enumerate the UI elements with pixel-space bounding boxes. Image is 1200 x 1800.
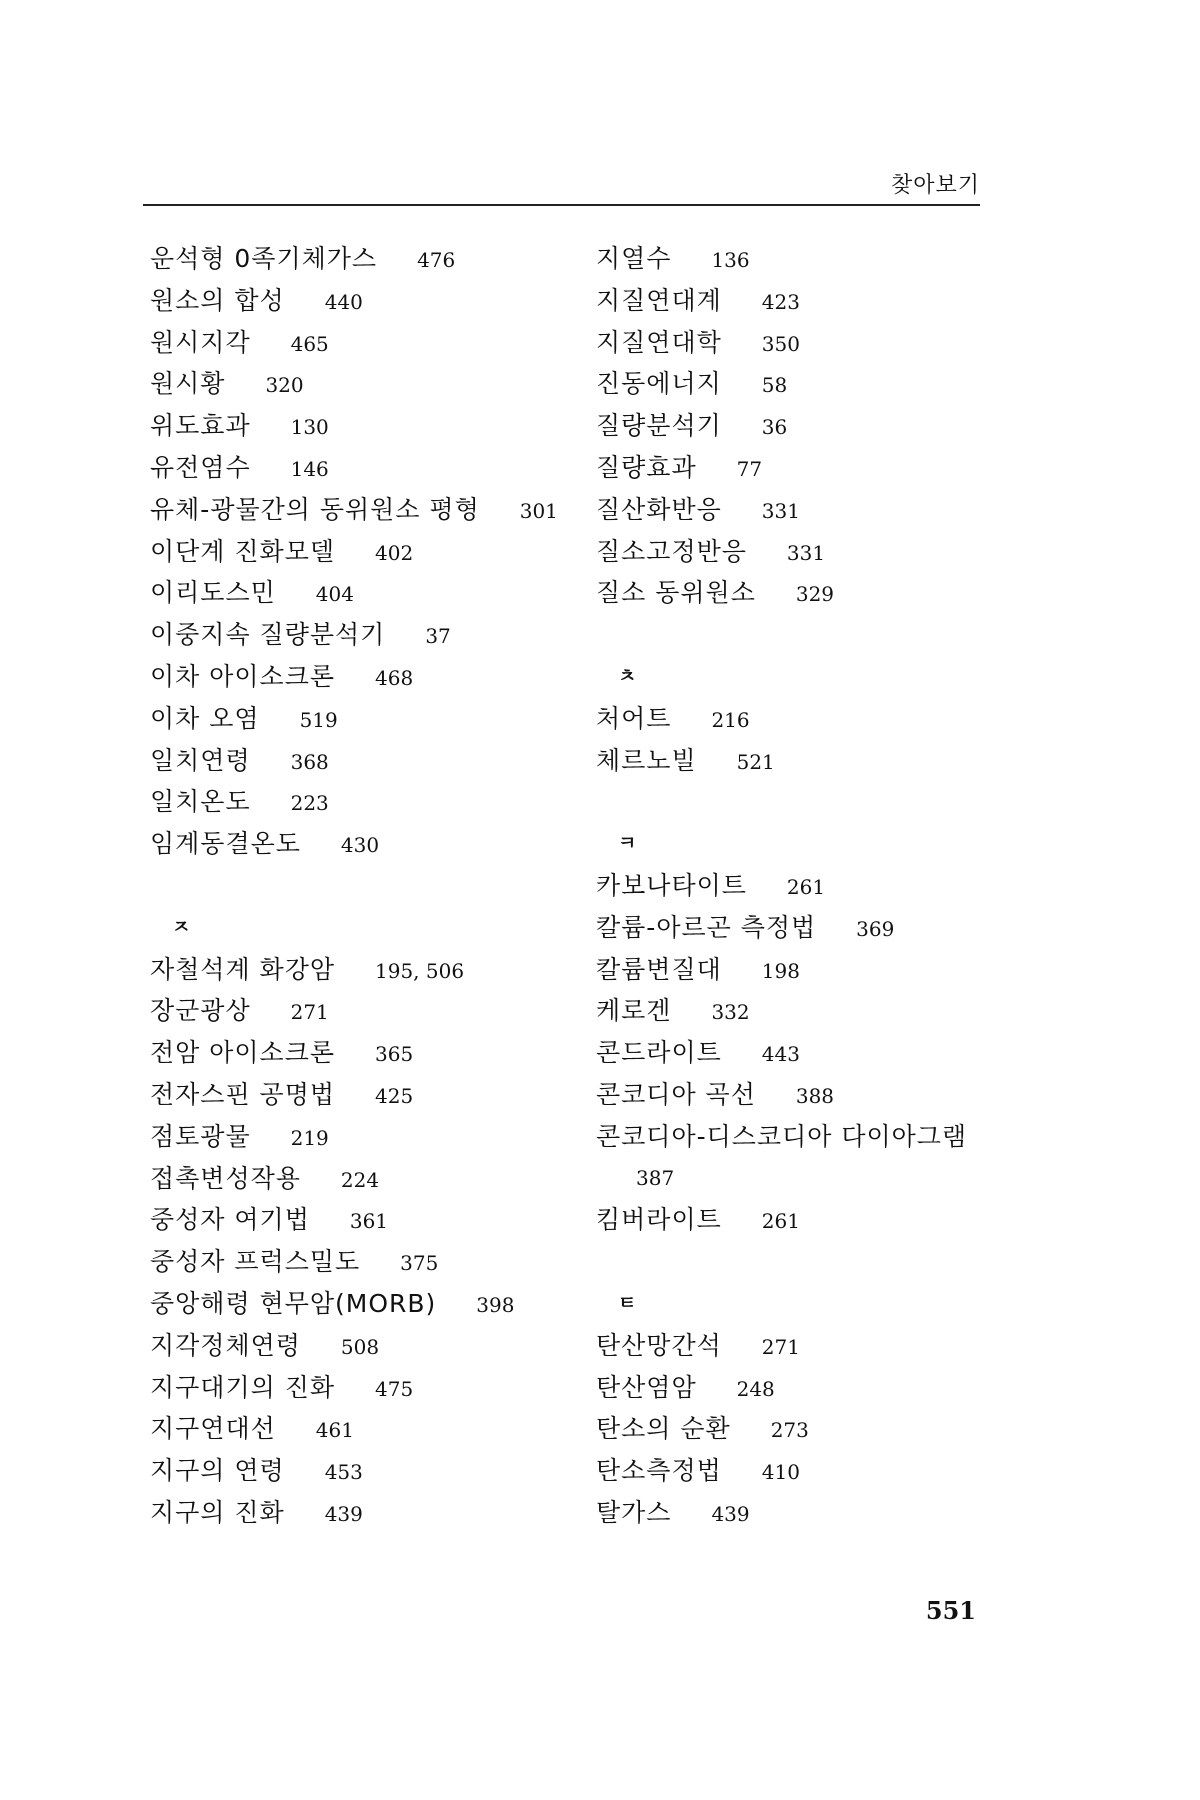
index-page-ref: 521 [736,749,775,774]
index-page-ref: 402 [375,540,414,565]
index-term: 체르노빌 [596,745,697,775]
index-term: 장군광상 [150,996,251,1026]
index-entry [150,1032,570,1074]
index-entry [150,363,570,405]
index-page-ref: 425 [375,1083,414,1108]
index-term: 위도효과 [150,411,251,441]
index-entry [150,238,570,280]
index-page-ref: 261 [761,1209,800,1234]
index-page-ref: 439 [711,1501,750,1526]
index-entry [150,823,570,865]
index-entry [596,1032,996,1074]
index-entry [150,322,570,364]
index-term: 탄산염암 [596,1372,697,1402]
index-entry [150,1158,570,1200]
index-page-ref: 130 [290,415,329,440]
running-head [143,164,980,206]
index-term: 케로겐 [596,996,672,1026]
index-page-ref: 271 [290,1000,329,1025]
index-term: 원시황 [150,369,226,399]
index-entry-continuation [596,1158,996,1200]
index-term: 처어트 [596,703,672,733]
index-page-ref: 368 [290,749,329,774]
index-page-ref: 404 [315,582,354,607]
index-page-ref: 77 [736,456,763,481]
index-entry [596,322,996,364]
index-entry [150,1492,570,1534]
index-page-ref: 440 [324,289,363,314]
index-entry [150,572,570,614]
running-head-title: 찾아보기 [890,173,980,198]
index-term: 탄소의 순환 [596,1414,731,1444]
index-entry [596,698,996,740]
index-page-ref: 332 [711,1000,750,1025]
index-term: 질량분석기 [596,411,722,441]
index-term: 전자스핀 공명법 [150,1079,335,1109]
index-entry [596,238,996,280]
index-term: 지구의 진화 [150,1497,285,1527]
index-term: 지질연대계 [596,285,722,315]
index-entry [596,1450,996,1492]
index-entry [596,363,996,405]
index-term: 이리도스민 [150,578,276,608]
index-page-ref: 248 [736,1376,775,1401]
index-entry [596,572,996,614]
index-term: 카보나타이트 [596,870,747,900]
index-term: 이중지속 질량분석기 [150,620,386,650]
index-entry [596,907,996,949]
index-entry [150,1325,570,1367]
index-page-ref: 369 [856,916,895,941]
index-page-ref: 195, 506 [375,958,465,983]
index-page-ref: 271 [761,1334,800,1359]
index-page-ref: 37 [425,624,451,649]
index-entry [150,1367,570,1409]
index-page-ref: 387 [636,1165,675,1190]
index-entry [150,656,570,698]
index-entry [150,489,570,531]
index-term: 질산화반응 [596,494,722,524]
index-entry [596,1325,996,1367]
index-term: 콘드라이트 [596,1038,722,1068]
page-number: 551 [925,1596,976,1625]
index-term: 칼륨-아르곤 측정법 [596,912,817,942]
index-entry [596,531,996,573]
index-entry [150,990,570,1032]
index-entry [150,781,570,823]
index-term: 지구연대선 [150,1414,276,1444]
index-page-ref: 261 [786,874,826,899]
index-page-ref: 350 [761,331,800,356]
index-page-ref: 136 [711,248,750,272]
index-entry [150,1408,570,1450]
index-entry [596,949,996,991]
index-page-ref: 58 [761,373,788,398]
section-heading: ㅌ [618,1291,637,1314]
index-term: 지각정체연령 [150,1330,301,1360]
index-entry [150,280,570,322]
index-term: 일치연령 [150,745,251,775]
index-page-ref: 439 [324,1501,363,1526]
index-page-ref: 365 [375,1042,414,1067]
index-page-ref: 331 [786,540,826,565]
index-entry [596,740,996,782]
index-term: 칼륨변질대 [596,954,722,984]
index-page-ref: 224 [340,1167,380,1192]
index-term: 유전염수 [150,452,251,482]
index-page-ref: 219 [290,1125,329,1150]
index-page-ref: 301 [519,498,558,523]
index-entry [150,1450,570,1492]
index-entry [596,1199,996,1241]
index-entry [150,1241,570,1283]
index-term: 탄산망간석 [596,1330,722,1360]
index-page-ref: 475 [375,1376,414,1401]
index-page-ref: 329 [795,582,835,607]
index-term: 유체-광물간의 동위원소 평형 [150,494,480,524]
index-page-ref: 423 [761,289,800,314]
section-heading: ㅋ [618,832,637,855]
index-term: 지구대기의 진화 [150,1372,335,1402]
index-entry [596,1367,996,1409]
index-entry [150,1116,570,1158]
index-page-ref: 468 [375,665,414,690]
index-term: 일치온도 [150,787,251,817]
index-entry [596,865,996,907]
index-term: 이차 아이소크론 [150,661,335,691]
section-heading: ㅊ [618,664,637,687]
index-entry [150,531,570,573]
index-term: 원소의 합성 [150,285,285,315]
index-entry [150,698,570,740]
index-term: 접촉변성작용 [150,1163,301,1193]
index-column-right [596,238,996,1534]
index-page-ref: 331 [761,498,800,523]
section-heading: ㅈ [172,915,191,938]
index-entry [150,1199,570,1241]
index-entry [596,405,996,447]
index-page-ref: 476 [417,248,456,272]
index-entry [150,614,570,656]
index-entry [150,949,570,991]
index-entry [596,990,996,1032]
index-page-ref: 198 [761,958,800,983]
index-term: 탈가스 [596,1497,672,1527]
index-term: 지구의 연령 [150,1456,285,1486]
index-page-ref: 216 [711,707,750,732]
index-entry [596,447,996,489]
section-spacer [150,865,570,907]
index-entry [150,1074,570,1116]
index-term: 콘코디아 곡선 [596,1079,756,1109]
index-page-ref: 430 [340,833,380,858]
index-term: 진동에너지 [596,369,722,399]
index-page-ref: 508 [340,1334,380,1359]
section-spacer [596,614,996,656]
index-entry [150,740,570,782]
section-spacer [596,1241,996,1283]
index-page-ref: 361 [349,1209,389,1234]
index-term: 중성자 여기법 [150,1205,310,1235]
index-page-ref: 36 [761,415,788,440]
index-term: 이차 오염 [150,703,260,733]
index-term: 이단계 진화모델 [150,536,335,566]
section-spacer [596,781,996,823]
index-term: 질소고정반응 [596,536,747,566]
index-entry [596,1492,996,1534]
index-entry [150,405,570,447]
index-term: 운석형 0족기체가스 [150,244,378,273]
index-page-ref: 461 [315,1418,354,1443]
index-page-ref: 410 [761,1460,800,1485]
index-page-ref: 398 [476,1292,515,1317]
index-page-ref: 146 [290,456,329,481]
index-term: 중성자 프럭스밀도 [150,1247,361,1277]
index-term: 전암 아이소크론 [150,1038,335,1068]
index-page-ref: 453 [324,1460,363,1485]
index-entry [596,1074,996,1116]
index-entry [596,489,996,531]
index-page-ref: 320 [265,373,304,398]
index-column-left [150,238,570,1534]
index-term: 지질연대학 [596,327,722,357]
index-term: 탄소측정법 [596,1456,722,1486]
index-entry [150,447,570,489]
index-term: 킴버라이트 [596,1205,722,1235]
index-entry [150,1283,570,1325]
index-entry [596,1116,996,1158]
index-page-ref: 465 [290,331,329,356]
index-term: 원시지각 [150,327,251,357]
index-entry [596,280,996,322]
index-term: 질량효과 [596,452,697,482]
index-term: 자철석계 화강암 [150,954,335,984]
index-page-ref: 388 [795,1083,835,1108]
index-page-ref: 443 [761,1042,800,1067]
index-page-ref: 519 [299,707,338,732]
index-term: 지열수 [596,244,672,273]
index-term: 임계동결온도 [150,829,301,859]
index-page-ref: 375 [400,1251,439,1276]
index-term: 질소 동위원소 [596,578,756,608]
index-entry [596,1408,996,1450]
index-page-ref: 223 [290,791,329,816]
index-term: 점토광물 [150,1121,251,1151]
index-page-ref: 273 [770,1418,809,1443]
index-term: 콘코디아-디스코디아 다이아그램 [596,1121,968,1151]
index-term: 중앙해령 현무암(MORB) [150,1288,437,1318]
